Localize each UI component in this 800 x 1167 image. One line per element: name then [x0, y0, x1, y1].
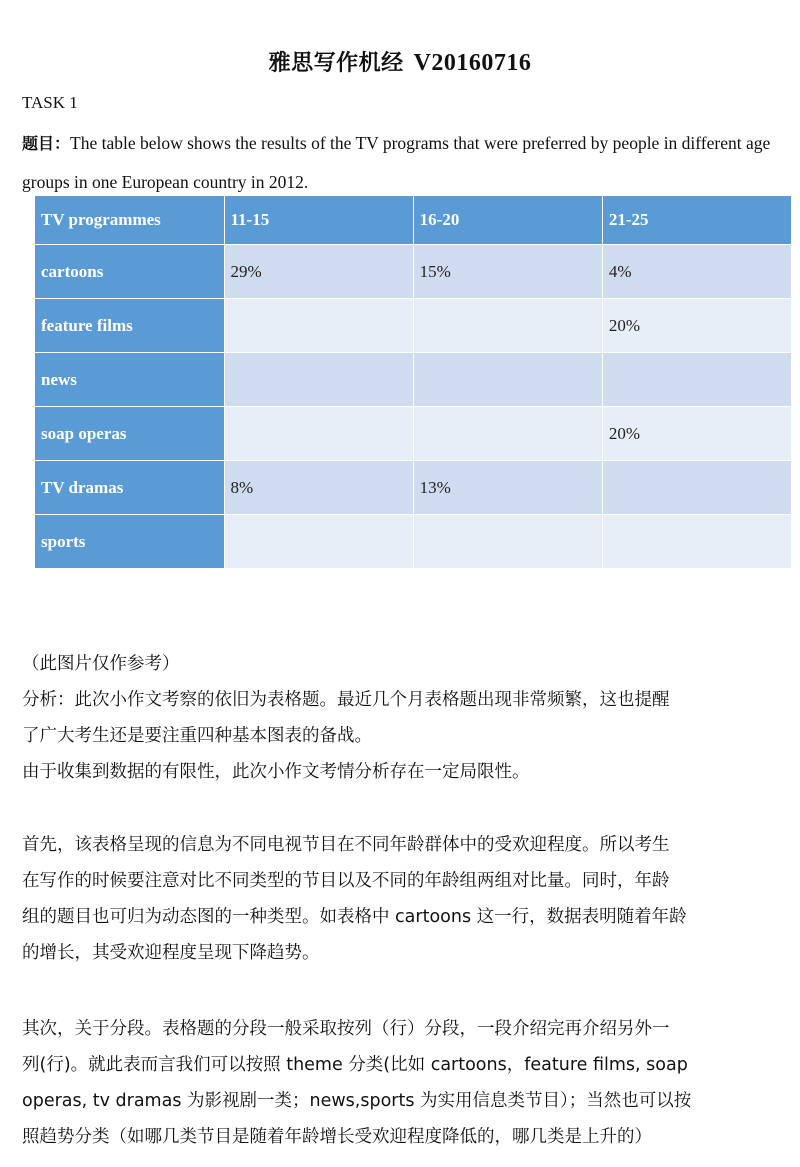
text-line: 组的题目也可归为动态图的一种类型。如表格中 cartoons 这一行，数据表明随着年龄: [22, 907, 687, 927]
table-header-row: [35, 196, 792, 245]
page-title: [0, 46, 800, 77]
table-row: [35, 407, 792, 461]
text-line: 了广大考生还是要注重四种基本图表的备战。: [22, 726, 372, 746]
title-code: V20160716: [413, 50, 532, 76]
analysis-paragraph-2: [22, 827, 782, 971]
table-cell: [413, 407, 602, 461]
prompt-text: The table below shows the results of the TV programs that were preferred by people in different age groups in one European country in 2012.: [22, 133, 771, 192]
text-line: 首先，该表格呈现的信息为不同电视节目在不同年龄群体中的受欢迎程度。所以考生: [22, 835, 670, 855]
table-cell: [224, 515, 413, 569]
analysis-paragraph-3: [22, 1011, 782, 1155]
text-line: 其次，关于分段。表格题的分段一般采取按列（行）分段，一段介绍完再介绍另外一: [22, 1019, 670, 1039]
text-line: 列(行)。就此表而言我们可以按照 theme 分类(比如 cartoons，feature films, soap: [22, 1055, 688, 1075]
text-line: 在写作的时候要注意对比不同类型的节目以及不同的年龄组两组对比量。同时，年龄: [22, 871, 670, 891]
text-line: 由于收集到数据的有限性，此次小作文考情分析存在一定局限性。: [22, 762, 530, 782]
table-row: [35, 299, 792, 353]
table-cell: 29%: [224, 245, 413, 299]
table-header-cell: TV programmes: [35, 196, 225, 245]
table-cell: [602, 353, 791, 407]
text-line: 的增长，其受欢迎程度呈现下降趋势。: [22, 943, 320, 963]
analysis-paragraph-1: [22, 646, 782, 790]
row-label: feature films: [35, 299, 225, 353]
task-prompt: [22, 124, 782, 201]
table-cell: 8%: [224, 461, 413, 515]
text-line: 分析：此次小作文考察的依旧为表格题。最近几个月表格题出现非常频繁，这也提醒: [22, 690, 670, 710]
text-line: operas, tv dramas 为影视剧一类；news,sports 为实用信息类节目）；当然也可以按: [22, 1091, 692, 1111]
row-label: sports: [35, 515, 225, 569]
table-cell: [413, 515, 602, 569]
table-row: [35, 353, 792, 407]
table-row: [35, 515, 792, 569]
table-cell: [413, 353, 602, 407]
table-cell: 15%: [413, 245, 602, 299]
table-cell: [224, 299, 413, 353]
title-text: 雅思写作机经: [268, 51, 404, 76]
prompt-label: 题目：: [22, 134, 71, 153]
table-header-cell: 21-25: [602, 196, 791, 245]
table-cell: [602, 461, 791, 515]
table-cell: 4%: [602, 245, 791, 299]
table-cell: [224, 407, 413, 461]
text-line: 照趋势分类（如哪几类节目是随着年龄增长受欢迎程度降低的，哪几类是上升的）: [22, 1127, 652, 1147]
table-header-cell: 16-20: [413, 196, 602, 245]
task-label: TASK 1: [22, 93, 78, 112]
table-row: [35, 461, 792, 515]
table-cell: [224, 353, 413, 407]
row-label: news: [35, 353, 225, 407]
row-label: soap operas: [35, 407, 225, 461]
table-row: [35, 245, 792, 299]
row-label: cartoons: [35, 245, 225, 299]
table-cell: 13%: [413, 461, 602, 515]
table-header-cell: 11-15: [224, 196, 413, 245]
tv-programmes-table: [34, 195, 792, 569]
table-cell: 20%: [602, 407, 791, 461]
table-cell: 20%: [602, 299, 791, 353]
row-label: TV dramas: [35, 461, 225, 515]
table-cell: [413, 299, 602, 353]
table-cell: [602, 515, 791, 569]
note-text: （此图片仅作参考）: [22, 654, 180, 674]
